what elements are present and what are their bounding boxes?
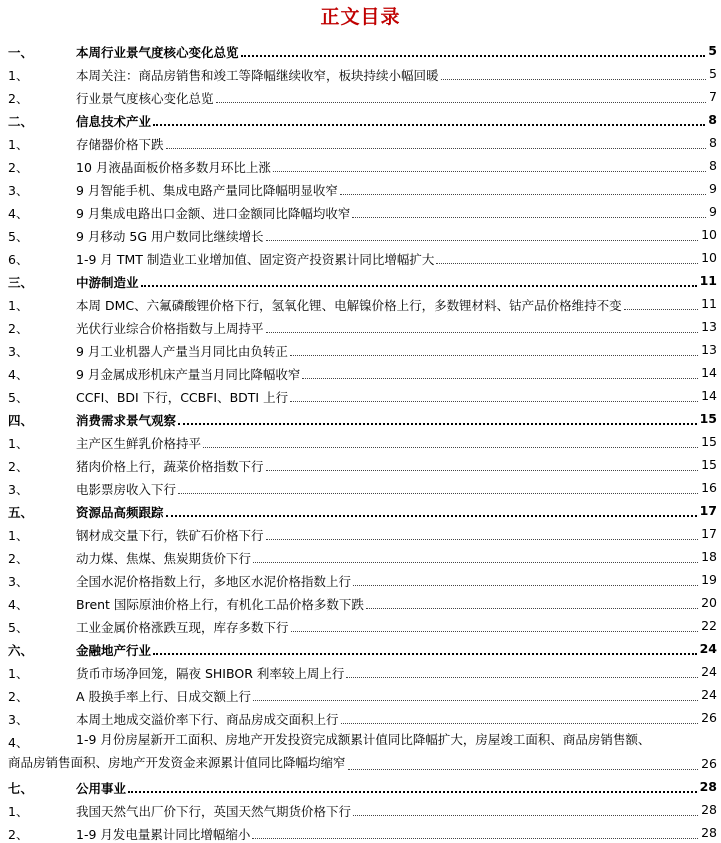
toc-entry-page-number: 15 — [701, 434, 717, 449]
toc-entry[interactable] — [0, 176, 721, 199]
toc-entry[interactable] — [0, 153, 721, 176]
toc-entry-page-number: 28 — [701, 825, 717, 840]
toc-entry-title: 光伏行业综合价格指数与上周持平 — [76, 321, 264, 336]
toc-entry[interactable] — [0, 682, 721, 705]
toc-entry-page-number: 14 — [701, 365, 717, 380]
page-title: 正文目录 — [320, 6, 401, 28]
toc-entry-page-number: 19 — [701, 572, 717, 587]
dot-leader — [302, 378, 698, 379]
toc-entry-page-number: 28 — [699, 779, 717, 794]
toc-entry[interactable] — [0, 61, 721, 84]
toc-entry-page-number: 28 — [701, 802, 717, 817]
toc-entry[interactable] — [0, 705, 721, 728]
dot-leader — [241, 55, 706, 57]
toc-entry-number: 5、 — [8, 390, 29, 405]
toc-entry-page-number: 8 — [709, 158, 717, 173]
toc-entry-page-number: 9 — [709, 204, 717, 219]
toc-entry[interactable] — [0, 383, 721, 406]
dot-leader — [352, 217, 706, 218]
toc-entry-number: 1、 — [8, 804, 29, 819]
dot-leader — [178, 423, 697, 425]
dot-leader — [340, 194, 706, 195]
toc-entry-title: Brent 国际原油价格上行，有机化工品价格多数下跌 — [76, 597, 364, 612]
toc-entry-number: 6、 — [8, 252, 29, 267]
dot-leader — [253, 700, 698, 701]
toc-section-entry[interactable] — [0, 498, 721, 521]
dot-leader — [166, 515, 697, 517]
toc-entry-number: 3、 — [8, 574, 29, 589]
toc-entry-number: 5、 — [8, 620, 29, 635]
toc-entry-title: 10 月液晶面板价格多数月环比上涨 — [76, 160, 271, 175]
dot-leader — [353, 815, 698, 816]
toc-entry-title: 消费需求景气观察 — [76, 413, 177, 428]
toc-entry-page-number: 26 — [701, 710, 717, 725]
dot-leader — [153, 124, 705, 126]
toc-entry[interactable] — [0, 567, 721, 590]
toc-section-entry[interactable] — [0, 107, 721, 130]
toc-entry-number: 七、 — [8, 781, 34, 796]
dot-leader — [216, 102, 707, 103]
toc-entry-number: 2、 — [8, 91, 29, 106]
dot-leader — [353, 585, 698, 586]
toc-entry-page-number: 24 — [701, 687, 717, 702]
dot-leader — [273, 171, 706, 172]
dot-leader — [348, 769, 699, 770]
toc-entry-title: 1-9 月份房屋新开工面积、房地产开发投资完成额累计值同比降幅扩大，房屋竣工面积、商品房销售额、 — [76, 732, 651, 747]
toc-entry-number: 2、 — [8, 827, 29, 842]
dot-leader — [441, 79, 707, 80]
toc-entry-number: 五、 — [8, 505, 34, 520]
dot-leader — [346, 677, 698, 678]
dot-leader — [253, 562, 698, 563]
toc-entry-title: 电影票房收入下行 — [76, 482, 177, 497]
toc-entry-number: 4、 — [8, 206, 29, 221]
toc-entry-title: 行业景气度核心变化总览 — [76, 91, 214, 106]
toc-section-entry[interactable] — [0, 38, 721, 61]
toc-entry-page-number: 7 — [709, 89, 717, 104]
toc-entry-title: 本周行业景气度核心变化总览 — [76, 45, 239, 60]
toc-entry-page-number: 26 — [701, 756, 717, 771]
toc-entry[interactable] — [0, 452, 721, 475]
toc-entry-number: 2、 — [8, 689, 29, 704]
toc-entry-page-number: 5 — [708, 43, 717, 58]
toc-entry[interactable] — [0, 360, 721, 383]
dot-leader — [266, 332, 699, 333]
toc-entry[interactable] — [0, 728, 721, 774]
toc-entry-title: 金融地产行业 — [76, 643, 152, 658]
toc-entry-page-number: 20 — [701, 595, 717, 610]
toc-entry-page-number: 22 — [701, 618, 717, 633]
toc-entry-title: 本周 DMC、六氟磷酸锂价格下行，氢氧化锂、电解镍价格上行，多数锂材料、钴产品价格维持不变 — [76, 298, 622, 313]
toc-entry-title: 钢材成交量下行，铁矿石价格下行 — [76, 528, 264, 543]
dot-leader — [290, 355, 698, 356]
dot-leader — [141, 285, 697, 287]
toc-entry-title: 9 月工业机器人产量当月同比由负转正 — [76, 344, 288, 359]
toc-entry[interactable] — [0, 314, 721, 337]
dot-leader — [166, 148, 707, 149]
toc-entry-number: 3、 — [8, 712, 29, 727]
toc-entry-number: 3、 — [8, 183, 29, 198]
toc-entry-title: 信息技术产业 — [76, 114, 152, 129]
toc-entry-page-number: 11 — [699, 273, 717, 288]
toc-entry-number: 4、 — [8, 735, 29, 750]
toc-entry-title: 猪肉价格上行，蔬菜价格指数下行 — [76, 459, 264, 474]
toc-entry-page-number: 9 — [709, 181, 717, 196]
toc-entry-title: 资源品高频跟踪 — [76, 505, 164, 520]
dot-leader — [436, 263, 698, 264]
toc-entry-number: 三、 — [8, 275, 34, 290]
dot-leader — [366, 608, 698, 609]
toc-entry-title: 公用事业 — [76, 781, 127, 796]
toc-entry[interactable] — [0, 820, 721, 843]
toc-entry[interactable] — [0, 245, 721, 268]
toc-entry[interactable] — [0, 521, 721, 544]
toc-entry[interactable] — [0, 544, 721, 567]
dot-leader — [624, 309, 698, 310]
toc-entry-page-number: 15 — [701, 457, 717, 472]
toc-entry-page-number: 14 — [701, 388, 717, 403]
dot-leader — [266, 470, 699, 471]
toc-entry-page-number: 8 — [708, 112, 717, 127]
toc-entry-title: 中游制造业 — [76, 275, 139, 290]
toc-entry[interactable] — [0, 222, 721, 245]
toc-entry-number: 一、 — [8, 45, 34, 60]
toc-entry-page-number: 10 — [701, 250, 717, 265]
toc-section-entry[interactable] — [0, 268, 721, 291]
toc-entry-page-number: 16 — [701, 480, 717, 495]
toc-entry-page-number: 13 — [701, 319, 717, 334]
toc-entry-number: 3、 — [8, 344, 29, 359]
dot-leader — [291, 631, 699, 632]
toc-entry[interactable] — [0, 291, 721, 314]
toc-entry[interactable] — [0, 659, 721, 682]
toc-entry-number: 3、 — [8, 482, 29, 497]
toc-entry-title: 1-9 月 TMT 制造业工业增加值、固定资产投资累计同比增幅扩大 — [76, 252, 435, 267]
dot-leader — [266, 240, 699, 241]
toc-entry-page-number: 17 — [699, 503, 717, 518]
toc-entry-title: 我国天然气出厂价下行，英国天然气期货价格下行 — [76, 804, 352, 819]
toc-entry[interactable] — [0, 590, 721, 613]
toc-entry-number: 1、 — [8, 436, 29, 451]
toc-entry-number: 六、 — [8, 643, 34, 658]
toc-entry-page-number: 11 — [701, 296, 717, 311]
toc-entry-number: 2、 — [8, 459, 29, 474]
toc-entry-page-number: 13 — [701, 342, 717, 357]
toc-entry[interactable] — [0, 337, 721, 360]
toc-entry[interactable] — [0, 84, 721, 107]
table-of-contents — [0, 38, 721, 843]
toc-entry-title: 本周关注：商品房销售和竣工等降幅继续收窄，板块持续小幅回暖 — [76, 68, 439, 83]
toc-entry-page-number: 18 — [701, 549, 717, 564]
toc-entry[interactable] — [0, 797, 721, 820]
toc-entry-page-number: 10 — [701, 227, 717, 242]
toc-section-entry[interactable] — [0, 406, 721, 429]
dot-leader — [266, 539, 699, 540]
toc-entry-title: 动力煤、焦煤、焦炭期货价下行 — [76, 551, 252, 566]
toc-entry[interactable] — [0, 475, 721, 498]
toc-entry[interactable] — [0, 199, 721, 222]
toc-entry-title-continued: 商品房销售面积、房地产开发资金来源累计值同比降幅均缩窄 — [8, 755, 346, 770]
toc-entry-title: 工业金属价格涨跌互现，库存多数下行 — [76, 620, 289, 635]
toc-section-entry[interactable] — [0, 774, 721, 797]
toc-entry-page-number: 24 — [699, 641, 717, 656]
toc-entry-title: 存储器价格下跌 — [76, 137, 164, 152]
toc-entry-number: 2、 — [8, 321, 29, 336]
dot-leader — [153, 653, 697, 655]
dot-leader — [290, 401, 698, 402]
toc-entry[interactable] — [0, 613, 721, 636]
toc-entry[interactable] — [0, 429, 721, 452]
toc-entry-number: 5、 — [8, 229, 29, 244]
toc-entry-number: 1、 — [8, 137, 29, 152]
toc-entry-title: 全国水泥价格指数上行，多地区水泥价格指数上行 — [76, 574, 352, 589]
dot-leader — [178, 493, 698, 494]
toc-entry-number: 1、 — [8, 666, 29, 681]
toc-entry-number: 4、 — [8, 597, 29, 612]
toc-entry-title: 本周土地成交溢价率下行、商品房成交面积上行 — [76, 712, 339, 727]
toc-entry-number: 四、 — [8, 413, 34, 428]
dot-leader — [128, 791, 697, 793]
toc-entry-title: A 股换手率上行、日成交额上行 — [76, 689, 252, 704]
toc-entry-title: 1-9 月发电量累计同比增幅缩小 — [76, 827, 251, 842]
toc-entry-page-number: 17 — [701, 526, 717, 541]
toc-section-entry[interactable] — [0, 636, 721, 659]
toc-entry-number: 二、 — [8, 114, 34, 129]
toc-entry-number: 2、 — [8, 551, 29, 566]
toc-entry-title: 货币市场净回笼，隔夜 SHIBOR 利率较上周上行 — [76, 666, 345, 681]
toc-entry-title: 9 月智能手机、集成电路产量同比降幅明显收窄 — [76, 183, 338, 198]
toc-entry-number: 2、 — [8, 160, 29, 175]
toc-entry-page-number: 8 — [709, 135, 717, 150]
toc-entry-title: 9 月金属成形机床产量当月同比降幅收窄 — [76, 367, 301, 382]
toc-entry-number: 1、 — [8, 298, 29, 313]
toc-entry-number: 1、 — [8, 528, 29, 543]
dot-leader — [203, 447, 698, 448]
toc-entry-page-number: 15 — [699, 411, 717, 426]
toc-entry-title: 主产区生鲜乳价格持平 — [76, 436, 202, 451]
dot-leader — [341, 723, 699, 724]
toc-entry-title: 9 月集成电路出口金额、进口金额同比降幅均收窄 — [76, 206, 351, 221]
toc-entry-number: 4、 — [8, 367, 29, 382]
toc-entry-title: CCFI、BDI 下行，CCBFI、BDTI 上行 — [76, 390, 289, 405]
toc-entry[interactable] — [0, 130, 721, 153]
toc-entry-page-number: 24 — [701, 664, 717, 679]
toc-entry-number: 1、 — [8, 68, 29, 83]
toc-entry-title: 9 月移动 5G 用户数同比继续增长 — [76, 229, 264, 244]
toc-entry-page-number: 5 — [709, 66, 717, 81]
